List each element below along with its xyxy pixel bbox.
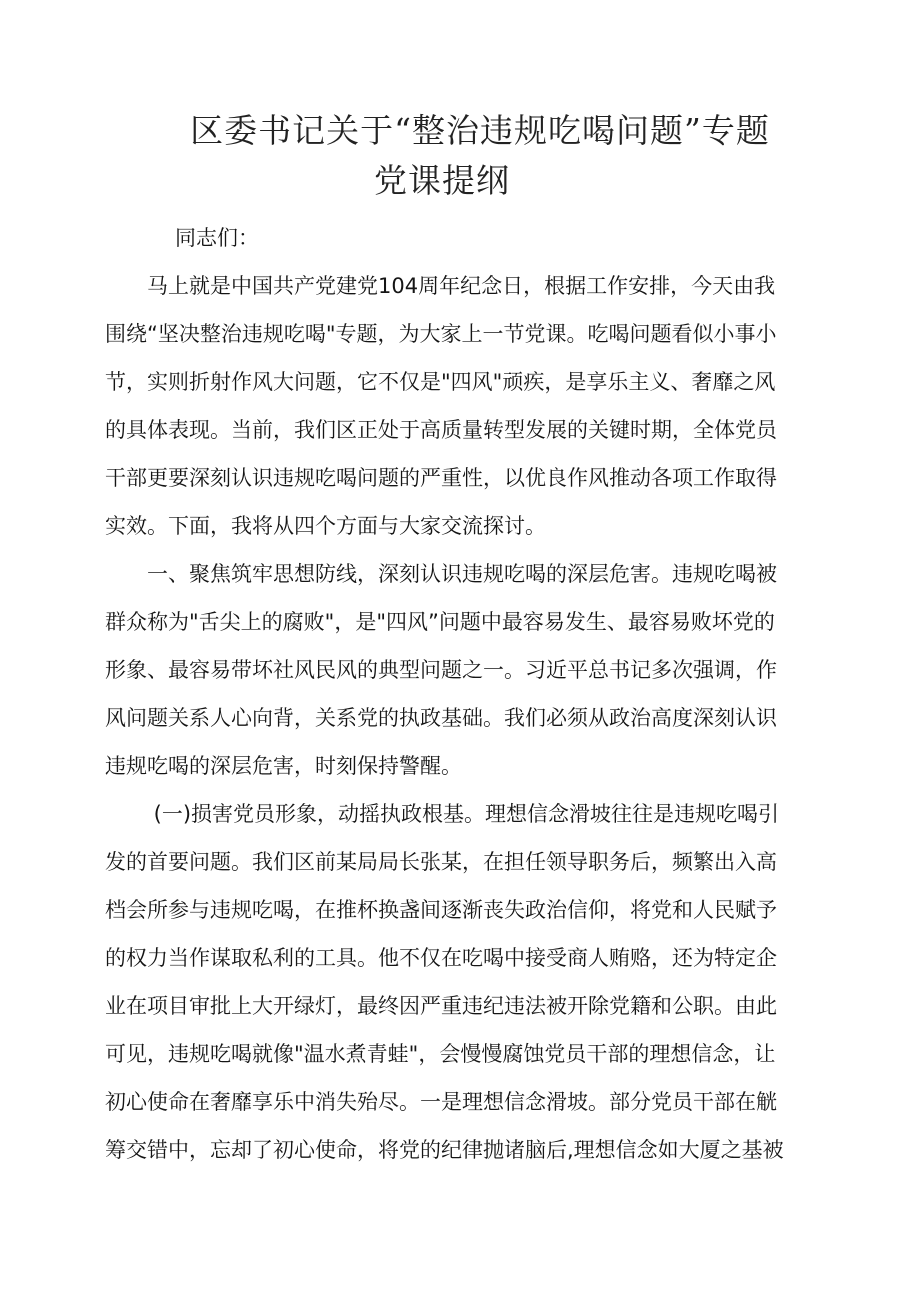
greeting: 同志们： (175, 226, 259, 250)
text-line: 发的首要问题。我们区前某局局长张某，在担任领导职务后，频繁出入高 (105, 850, 777, 874)
text-line: 节，实则折射作风大问题，它不仅是"四风"顽疾，是享乐主义、奢靡之风 (105, 370, 776, 394)
paragraph-subsection-one (105, 790, 825, 1174)
text-line: 实效。下面，我将从四个方面与大家交流探讨。 (105, 514, 546, 538)
text-line: 围绕“坚决整治违规吃喝"专题，为大家上一节党课。吃喝问题看似小事小 (105, 322, 777, 346)
text-line: 违规吃喝的深层危害，时刻保持警醒。 (105, 754, 462, 778)
text-line: 一、聚焦筑牢思想防线，深刻认识违规吃喝的深层危害。违规吃喝被 (105, 562, 777, 586)
text-line: 筹交错中，忘却了初心使命，将党的纪律抛诸脑后,理想信念如大厦之基被 (105, 1138, 784, 1162)
text-line: 群众称为"舌尖上的腐败"，是"四风”问题中最容易发生、最容易败坏党的 (105, 610, 775, 634)
text-line: 马上就是中国共产党建党104周年纪念日，根据工作安排，今天由我 (105, 274, 776, 298)
document-title-line-2: 党课提纲 (374, 161, 510, 200)
text-line: 风问题关系人心向背，关系党的执政基础。我们必须从政治高度深刻认识 (105, 706, 777, 730)
text-line: 初心使命在奢靡享乐中消失殆尽。一是理想信念滑坡。部分党员干部在觥 (105, 1090, 777, 1114)
text-line: 的具体表现。当前，我们区正处于高质量转型发展的关键时期，全体党员 (105, 418, 777, 442)
text-line: 形象、最容易带坏社风民风的典型问题之一。习近平总书记多次强调，作 (105, 658, 777, 682)
text-line: 可见，违规吃喝就像"温水煮青蛙"，会慢慢腐蚀党员干部的理想信念，让 (105, 1042, 776, 1066)
text-line: 业在项目审批上大开绿灯，最终因严重违纪违法被开除党籍和公职。由此 (105, 994, 777, 1018)
document-title-line-1: 区委书记关于“整治违规吃喝问题”专题 (190, 111, 770, 150)
text-line: 干部更要深刻认识违规吃喝问题的严重性，以优良作风推动各项工作取得 (105, 466, 777, 490)
text-line: 的权力当作谋取私利的工具。他不仅在吃喝中接受商人贿赂，还为特定企 (105, 946, 777, 970)
text-line: 档会所参与违规吃喝，在推杯换盏间逐渐丧失政治信仰，将党和人民赋予 (105, 898, 777, 922)
paragraph-intro (105, 262, 825, 550)
text-line: (一)损害党员形象，动摇执政根基。理想信念滑坡往往是违规吃喝引 (105, 802, 780, 826)
paragraph-section-one (105, 550, 825, 790)
